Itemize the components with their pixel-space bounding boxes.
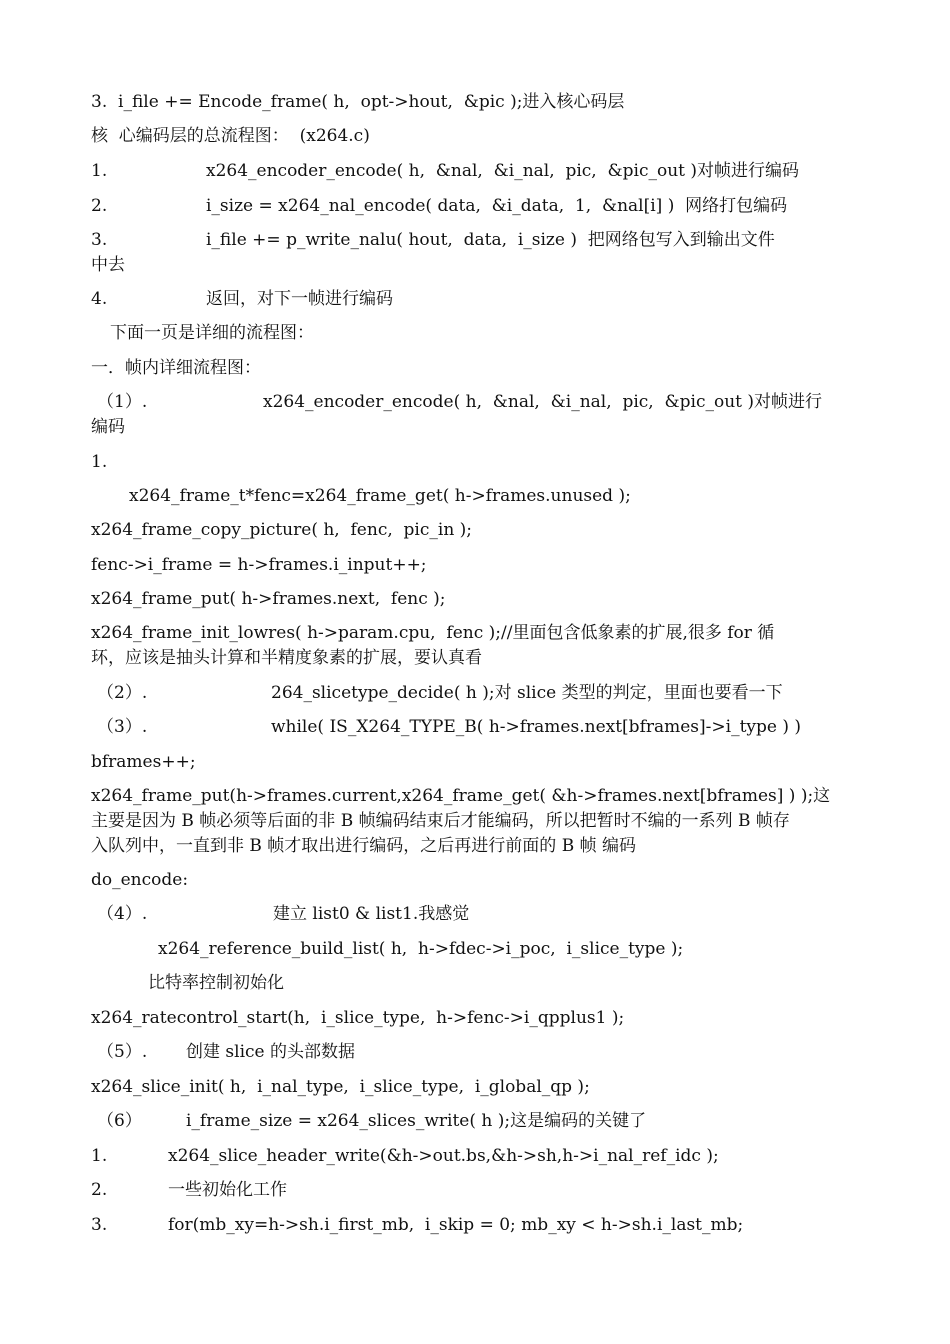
code-line: x264_frame_put(h->frames.current,x264_frame_get( &h->frames.next[bframes] ) );这 [91,786,831,806]
item-number: （1）. [97,392,148,412]
code-label: do_encode: [91,870,189,890]
step-text: 返回，对下一帧进行编码 [206,289,393,309]
code-line-continued: 环，应该是抽头计算和半精度象素的扩展，要认真看 [91,648,482,668]
line-encode-frame: 3. i_file += Encode_frame( h, opt->hout, &pic );进入核心码层 [91,92,625,112]
step-text: i_file += p_write_nalu( hout, data, i_size ) 把网络包写入到输出文件 [206,230,775,250]
step-number: 3. [91,1215,108,1235]
item-text: while( IS_X264_TYPE_B( h->frames.next[bframes]->i_type ) ) [271,717,802,737]
line-core-flow-heading: 核 心编码层的总流程图： (x264.c) [91,126,370,146]
step-text: 一些初始化工作 [168,1180,287,1200]
code-line: x264_frame_copy_picture( h, fenc, pic_in ); [91,520,473,540]
item-number: （5）. [97,1042,148,1062]
step-text: x264_slice_header_write(&h->out.bs,&h->sh,h->i_nal_ref_idc ); [168,1146,719,1166]
item-text: 创建 slice 的头部数据 [186,1042,355,1062]
code-line: x264_frame_init_lowres( h->param.cpu, fenc );//里面包含低象素的扩展,很多 for 循 [91,623,775,643]
item-text: 建立 list0 & list1.我感觉 [273,904,470,924]
code-line-continued: 入队列中，一直到非 B 帧才取出进行编码，之后再进行前面的 B 帧 编码 [91,836,637,856]
code-line: x264_reference_build_list( h, h->fdec->i_poc, i_slice_type ); [158,939,684,959]
item-text: i_frame_size = x264_slices_write( h );这是编码的关键了 [186,1111,647,1131]
step-number: 1. [91,452,108,472]
step-text-continued: 中去 [91,255,125,275]
step-number: 1. [91,161,108,181]
item-text: x264_encoder_encode( h, &nal, &i_nal, pic, &pic_out )对帧进行 [263,392,823,412]
step-text: x264_encoder_encode( h, &nal, &i_nal, pic, &pic_out )对帧进行编码 [206,161,800,181]
item-text-continued: 编码 [91,417,125,437]
step-number: 2. [91,196,108,216]
item-number: （2）. [97,683,148,703]
line-next-page-note: 下面一页是详细的流程图： [110,323,314,343]
section-heading-intra-frame: 一．帧内详细流程图： [91,358,261,378]
step-number: 1. [91,1146,108,1166]
step-text: for(mb_xy=h->sh.i_first_mb, i_skip = 0; mb_xy < h->sh.i_last_mb; [168,1215,744,1235]
item-text: 264_slicetype_decide( h );对 slice 类型的判定，里面也要看一下 [271,683,783,703]
subheading-ratecontrol: 比特率控制初始化 [148,973,284,993]
code-line: bframes++; [91,752,196,772]
code-line: x264_ratecontrol_start(h, i_slice_type, h->fenc->i_qpplus1 ); [91,1008,625,1028]
item-number: （3）. [97,717,148,737]
step-number: 4. [91,289,108,309]
code-line: x264_frame_put( h->frames.next, fenc ); [91,589,446,609]
step-number: 3. [91,230,108,250]
item-number: （6） [97,1111,142,1131]
code-line: x264_slice_init( h, i_nal_type, i_slice_type, i_global_qp ); [91,1077,590,1097]
code-line: x264_frame_t*fenc=x264_frame_get( h->frames.unused ); [129,486,631,506]
code-line: fenc->i_frame = h->frames.i_input++; [91,555,427,575]
step-number: 2. [91,1180,108,1200]
item-number: （4）. [97,904,148,924]
code-line-continued: 主要是因为 B 帧必须等后面的非 B 帧编码结束后才能编码，所以把暂时不编的一系列 B 帧存 [91,811,790,831]
step-text: i_size = x264_nal_encode( data, &i_data, 1, &nal[i] ) 网络打包编码 [206,196,788,216]
